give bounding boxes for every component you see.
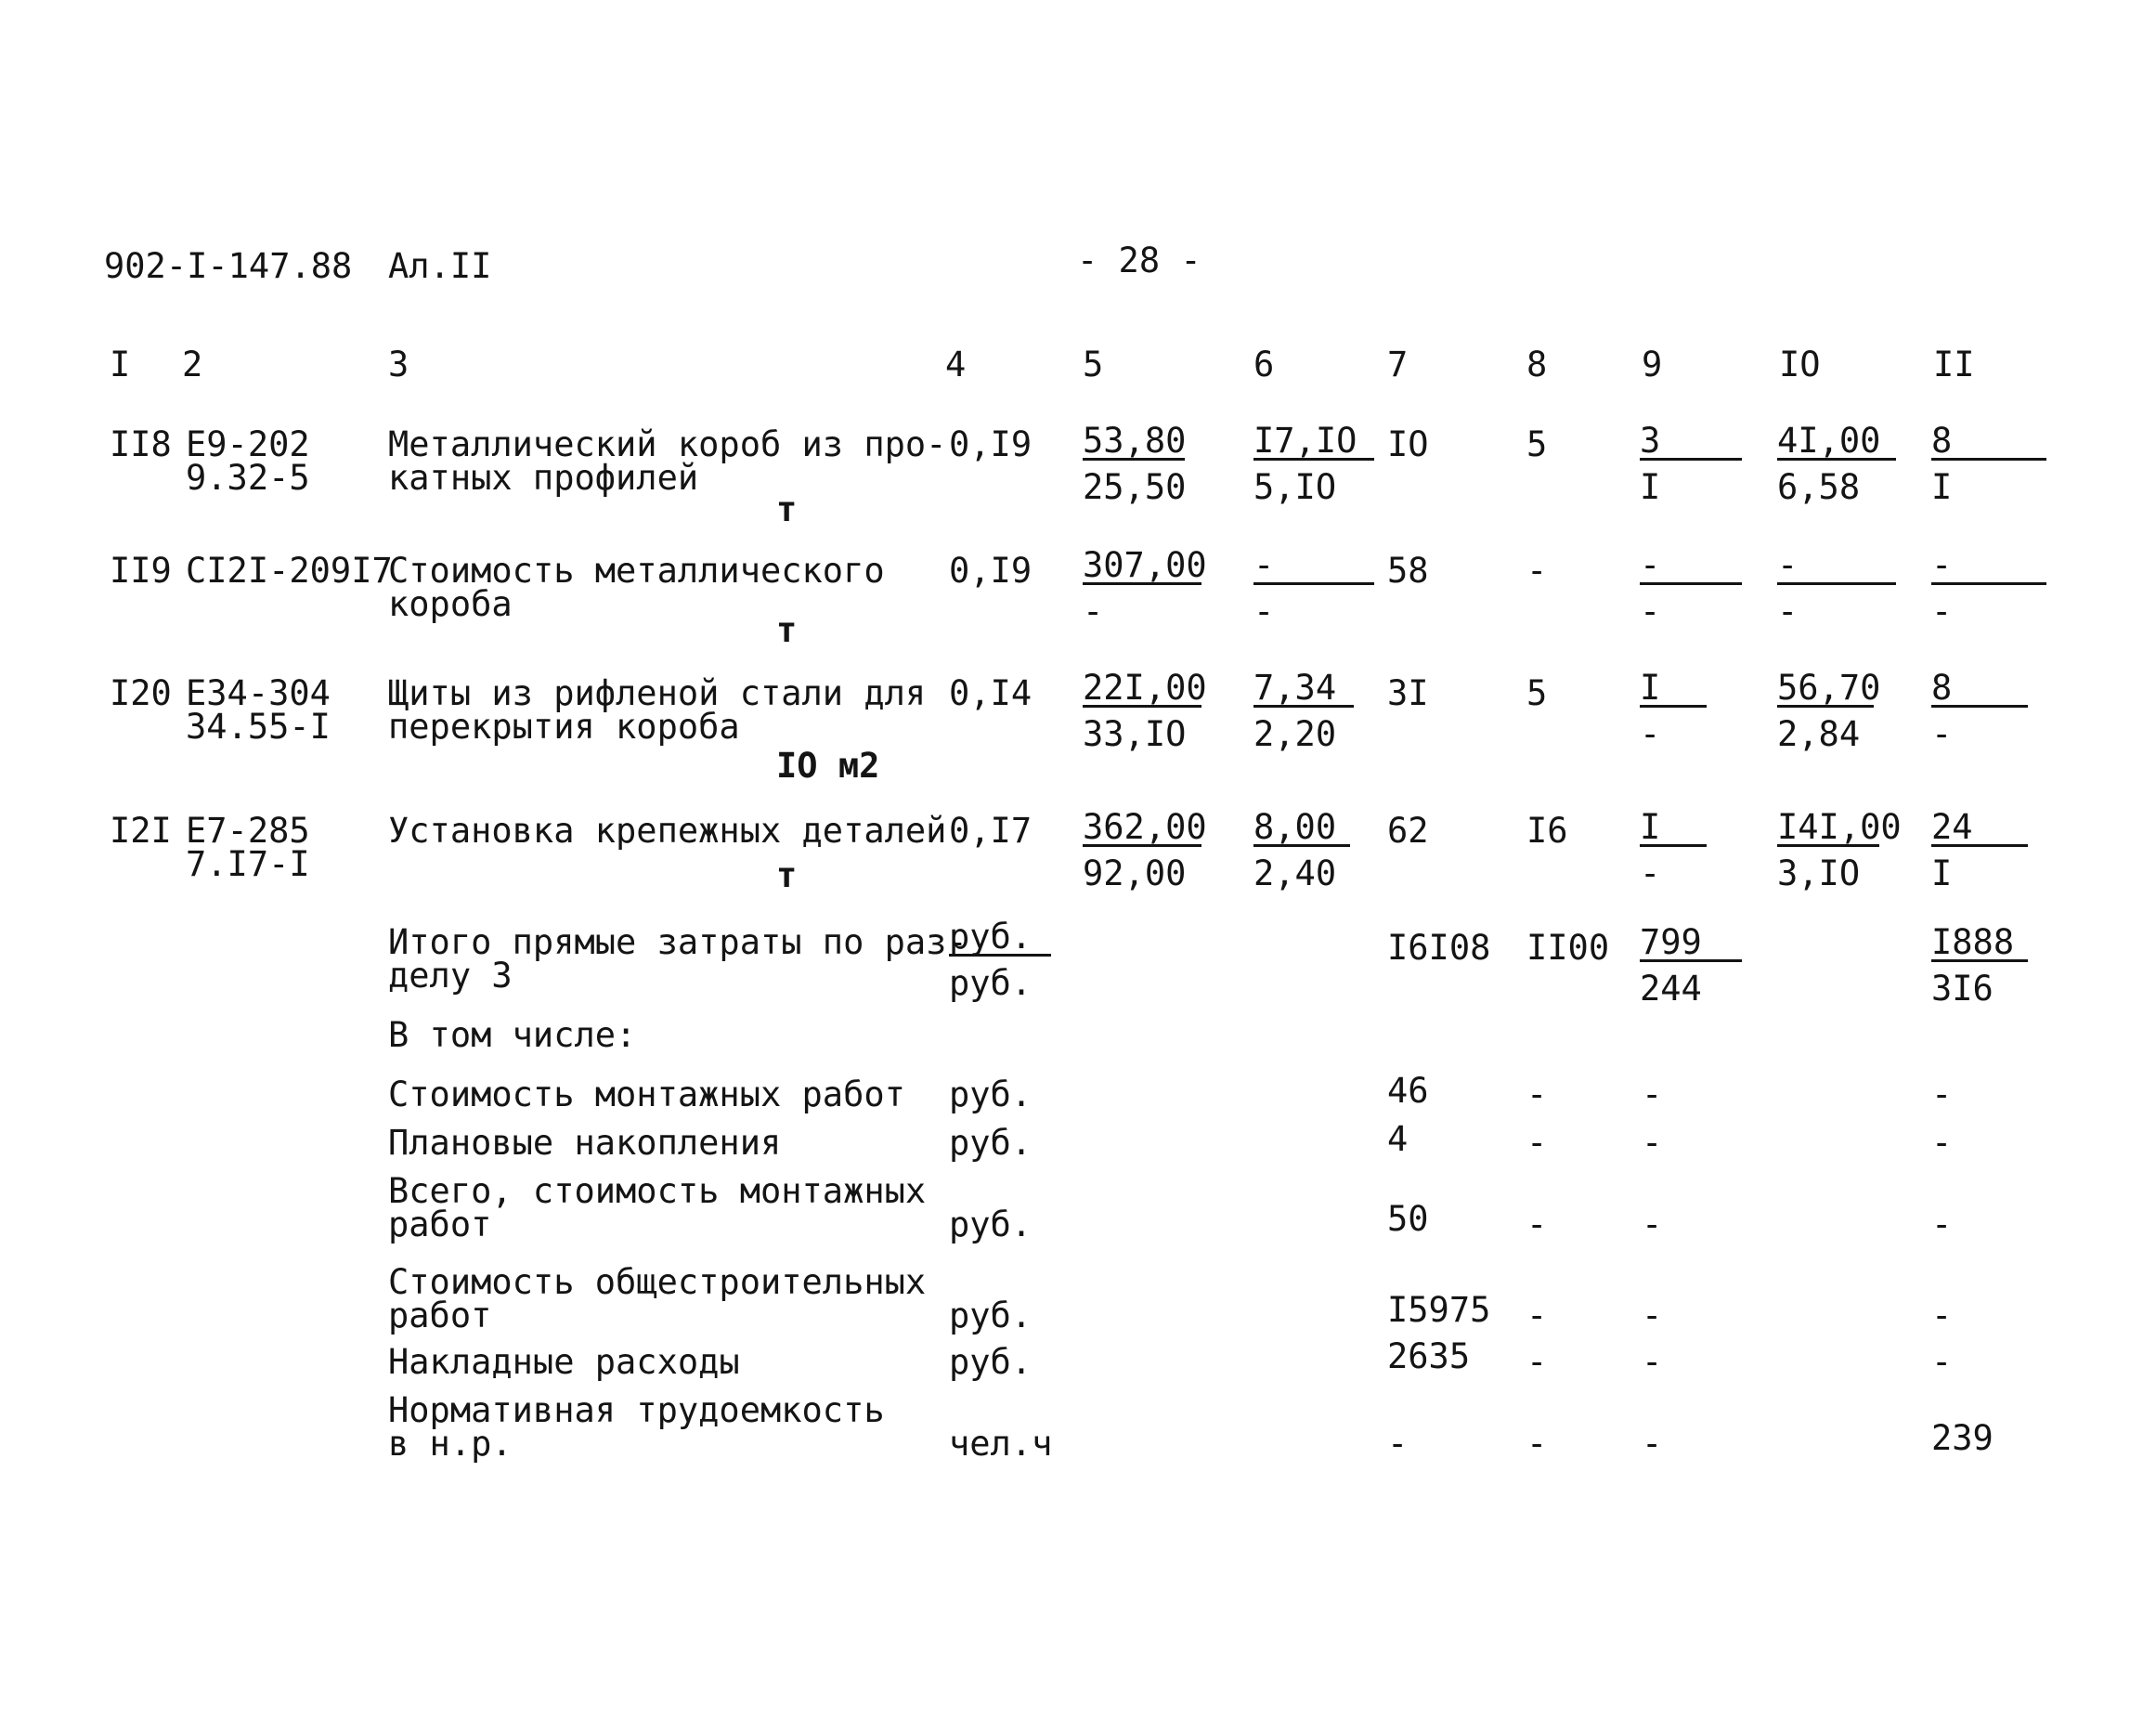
total-label-line1: Итого прямые затраты по раз- <box>388 922 968 962</box>
labor-norm-top: 56,70 <box>1777 668 1881 708</box>
machine-cost-fraction <box>1253 421 1374 507</box>
total-labor-top: I888 <box>1931 925 2028 962</box>
summary-label: Нормативная трудоемкость <box>388 1390 885 1430</box>
total-unit-top: руб. <box>949 919 1051 957</box>
total-col9-bottom: 244 <box>1640 969 1702 1009</box>
summary-labor: - <box>1931 1296 1953 1335</box>
total-cost: I6I08 <box>1387 928 1491 968</box>
column-number: 9 <box>1642 345 1663 384</box>
summary-wages: - <box>1526 1123 1548 1163</box>
unit-cost-fraction <box>1083 807 1207 893</box>
column-number: 7 <box>1387 345 1409 384</box>
total-labor-bottom: 3I6 <box>1931 969 1994 1009</box>
summary-unit: руб. <box>949 1342 1033 1382</box>
summary-col9: - <box>1642 1296 1663 1335</box>
col9-bottom: - <box>1640 853 1661 893</box>
summary-cost: 46 <box>1387 1071 1429 1111</box>
summary-col9: - <box>1642 1342 1663 1382</box>
rate-subcode: 9.32-5 <box>186 458 310 498</box>
rate-code: E9-202 <box>186 424 310 464</box>
labor-total-top: 8 <box>1931 423 2046 461</box>
labor-total-fraction <box>1931 668 2028 754</box>
machine-wages: 5,IO <box>1253 467 1337 507</box>
unit-cost-total: 307,00 <box>1083 545 1207 585</box>
column-number: 5 <box>1083 345 1104 384</box>
work-name-line1: Металлический короб из про- <box>388 424 947 464</box>
summary-label-line2: работ <box>388 1296 492 1335</box>
work-name-line2: перекрытия короба <box>388 707 740 747</box>
summary-col9: - <box>1642 1424 1663 1464</box>
machine-wages: 2,40 <box>1253 853 1337 893</box>
unit-cost-wages: 25,50 <box>1083 467 1187 507</box>
labor-norm-bottom: 3,IO <box>1777 853 1861 893</box>
doc-code: 902-I-147.88 <box>104 246 353 286</box>
summary-label: Всего, стоимость монтажных <box>388 1171 927 1211</box>
rate-subcode: 34.55-I <box>186 707 331 747</box>
rate-code: CI2I-209I7 <box>186 551 393 591</box>
summary-cost: 2635 <box>1387 1336 1471 1376</box>
summary-unit: руб. <box>949 1123 1033 1163</box>
labor-norm-bottom: 6,58 <box>1777 467 1861 507</box>
column-number: 4 <box>945 345 967 384</box>
summary-label: Плановые накопления <box>388 1123 782 1163</box>
unit-cost-total: 53,80 <box>1083 421 1187 461</box>
rate-code: E34-304 <box>186 673 331 713</box>
summary-label: Накладные расходы <box>388 1342 740 1382</box>
column-number: 6 <box>1253 345 1275 384</box>
unit-cost-wages: - <box>1083 592 1104 632</box>
summary-cost: 50 <box>1387 1199 1429 1239</box>
summary-label: Стоимость общестроительных <box>388 1262 927 1302</box>
machine-cost: - <box>1253 548 1374 585</box>
labor-total-top: 8 <box>1931 671 2028 708</box>
total-cost: IO <box>1387 424 1429 464</box>
row-number: I2I <box>110 811 172 851</box>
summary-unit: чел.ч <box>949 1424 1053 1464</box>
total-unit-fraction <box>949 917 1051 1003</box>
col9-bottom: I <box>1640 467 1661 507</box>
labor-norm-fraction <box>1777 421 1896 507</box>
col9-top: I <box>1640 671 1707 708</box>
unit-cost-total: 22I,00 <box>1083 668 1207 708</box>
machine-cost: I7,IO <box>1253 423 1374 461</box>
col9-top: I <box>1640 810 1707 847</box>
total-wages: 5 <box>1526 424 1548 464</box>
unit-cost-wages: 92,00 <box>1083 853 1187 893</box>
machine-cost-fraction <box>1253 668 1354 754</box>
machine-wages: - <box>1253 592 1275 632</box>
unit-cost-fraction <box>1083 668 1207 754</box>
row-number: II9 <box>110 551 172 591</box>
labor-norm-top: 4I,00 <box>1777 423 1896 461</box>
work-name-line1: Установка крепежных деталей <box>388 811 947 851</box>
column-number: 8 <box>1526 345 1548 384</box>
labor-total-fraction <box>1931 421 2046 507</box>
work-name-line2: короба <box>388 584 513 624</box>
work-name-line1: Стоимость металлического <box>388 551 885 591</box>
labor-total-bottom: I <box>1931 853 1953 893</box>
labor-norm-bottom: 2,84 <box>1777 714 1861 754</box>
labor-total-bottom: - <box>1931 592 1953 632</box>
summary-col9: - <box>1642 1123 1663 1163</box>
labor-total-fraction <box>1931 807 2028 893</box>
col9-fraction <box>1640 807 1707 893</box>
total-cost: 58 <box>1387 551 1429 591</box>
unit-cost-fraction <box>1083 545 1207 632</box>
work-name-line1: Щиты из рифленой стали для <box>388 673 927 713</box>
column-number: II <box>1933 345 1975 384</box>
total-cost: 3I <box>1387 673 1429 713</box>
rate-code: E7-285 <box>186 811 310 851</box>
total-wages: - <box>1526 551 1548 591</box>
quantity: 0,I4 <box>949 673 1033 713</box>
summary-unit: руб. <box>949 1074 1033 1114</box>
album-number: Ал.II <box>388 246 492 286</box>
labor-norm-fraction <box>1777 807 1902 893</box>
measure-unit: т <box>776 489 798 529</box>
total-unit-bottom: руб. <box>949 963 1033 1003</box>
total-col9-fraction <box>1640 922 1742 1009</box>
column-number: 2 <box>182 345 203 384</box>
total-col9-top: 799 <box>1640 925 1742 962</box>
labor-norm-top: - <box>1777 548 1896 585</box>
column-number: 3 <box>388 345 409 384</box>
machine-wages: 2,20 <box>1253 714 1337 754</box>
total-cost: 62 <box>1387 811 1429 851</box>
column-number: I <box>110 345 131 384</box>
quantity: 0,I7 <box>949 811 1033 851</box>
work-name-line2: катных профилей <box>388 458 699 498</box>
labor-norm-fraction <box>1777 668 1881 754</box>
summary-labor: - <box>1931 1123 1953 1163</box>
quantity: 0,I9 <box>949 424 1033 464</box>
summary-cost: I5975 <box>1387 1290 1491 1330</box>
labor-total-bottom: I <box>1931 467 1953 507</box>
summary-label: Стоимость монтажных работ <box>388 1074 905 1114</box>
page-number: - 28 - <box>1077 241 1201 280</box>
summary-wages: - <box>1526 1296 1548 1335</box>
col9-top: 3 <box>1640 423 1742 461</box>
summary-label-line2: работ <box>388 1205 492 1244</box>
machine-cost: 8,00 <box>1253 810 1350 847</box>
summary-labor: 239 <box>1931 1418 1994 1458</box>
summary-wages: - <box>1526 1342 1548 1382</box>
rate-subcode: 7.I7-I <box>186 844 310 884</box>
row-number: I20 <box>110 673 172 713</box>
summary-labor: - <box>1931 1205 1953 1244</box>
summary-unit: руб. <box>949 1296 1033 1335</box>
quantity: 0,I9 <box>949 551 1033 591</box>
summary-col9: - <box>1642 1205 1663 1244</box>
total-wages: I6 <box>1526 811 1568 851</box>
labor-norm-bottom: - <box>1777 592 1799 632</box>
machine-cost-fraction <box>1253 545 1374 632</box>
summary-wages: - <box>1526 1424 1548 1464</box>
column-number: IO <box>1779 345 1821 384</box>
unit-cost-fraction <box>1083 421 1187 507</box>
labor-norm-fraction <box>1777 545 1896 632</box>
row-number: II8 <box>110 424 172 464</box>
unit-cost-total: 362,00 <box>1083 807 1207 847</box>
labor-norm-top: I4I,00 <box>1777 807 1902 847</box>
col9-bottom: - <box>1640 592 1661 632</box>
measure-unit: т <box>776 855 798 895</box>
col9-top: - <box>1640 548 1742 585</box>
labor-total-top: - <box>1931 548 2046 585</box>
labor-total-fraction <box>1931 545 2046 632</box>
col9-fraction <box>1640 668 1707 754</box>
summary-cost: - <box>1387 1424 1409 1464</box>
total-wages: 5 <box>1526 673 1548 713</box>
machine-cost-fraction <box>1253 807 1350 893</box>
summary-col9: - <box>1642 1074 1663 1114</box>
col9-bottom: - <box>1640 714 1661 754</box>
measure-unit: IO м2 <box>776 746 880 786</box>
labor-total-bottom: - <box>1931 714 1953 754</box>
summary-wages: - <box>1526 1205 1548 1244</box>
summary-label-line2: в н.р. <box>388 1424 513 1464</box>
total-labor-fraction <box>1931 922 2028 1009</box>
summary-labor: - <box>1931 1342 1953 1382</box>
labor-total-top: 24 <box>1931 810 2028 847</box>
unit-cost-wages: 33,IO <box>1083 714 1187 754</box>
machine-cost: 7,34 <box>1253 671 1354 708</box>
col9-fraction <box>1640 421 1742 507</box>
summary-unit: руб. <box>949 1205 1033 1244</box>
col9-fraction <box>1640 545 1742 632</box>
total-label-line2: делу 3 <box>388 956 513 996</box>
summary-cost: 4 <box>1387 1119 1409 1159</box>
measure-unit: т <box>776 610 798 650</box>
summary-wages: - <box>1526 1074 1548 1114</box>
total-wages: II00 <box>1526 928 1610 968</box>
including-label: В том числе: <box>388 1015 637 1055</box>
summary-labor: - <box>1931 1074 1953 1114</box>
